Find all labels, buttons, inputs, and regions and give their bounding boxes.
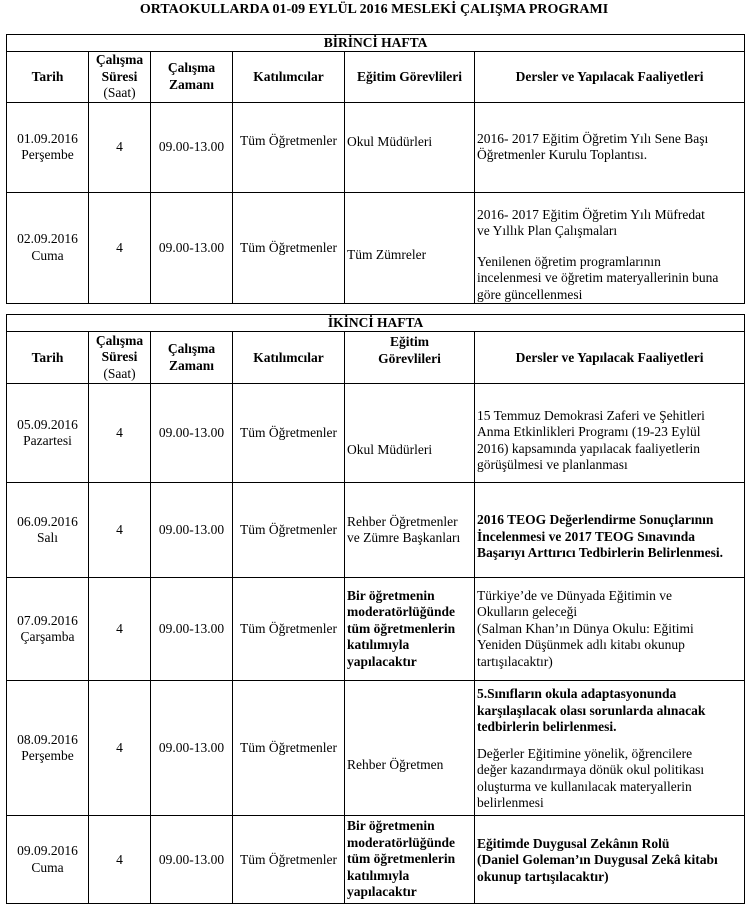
time-cell: 09.00-13.00 [151, 384, 233, 483]
table-row [7, 384, 745, 483]
table-row [7, 578, 745, 681]
header-tarih: Tarih [7, 52, 89, 103]
activity-cell: Eğitimde Duygusal Zekânın Rolü (Daniel Goleman’ın Duygusal Zekâ kitabı okunup tartışılacaktır) [475, 816, 745, 904]
participants-cell: Tüm Öğretmenler [233, 681, 345, 816]
activity-cell: Türkiye’de ve Dünyada Eğitimin ve Okulların geleceği (Salman Khan’ın Dünya Okulu: Eğitimi Yeniden Düşünmek adlı kitabı okunup tartışılacaktır) [475, 578, 745, 681]
table-row [7, 483, 745, 578]
header-katilimcilar: Katılımcılar [233, 52, 345, 103]
hours-cell: 4 [89, 483, 151, 578]
staff-cell: Bir öğretmenin moderatörlüğünde tüm öğretmenlerin katılımıyla yapılacaktır [345, 816, 475, 904]
time-cell: 09.00-13.00 [151, 483, 233, 578]
participants-cell: Tüm Öğretmenler [233, 483, 345, 578]
participants-cell: Tüm Öğretmenler [233, 102, 345, 192]
header-zaman: Çalışma Zamanı [151, 332, 233, 384]
hours-cell: 4 [89, 681, 151, 816]
staff-cell: Rehber Öğretmen [345, 681, 475, 816]
header-zaman: Çalışma Zamanı [151, 52, 233, 103]
date-cell: 01.09.2016 Perşembe [7, 102, 89, 192]
staff-cell: Bir öğretmenin moderatörlüğünde tüm öğretmenlerin katılımıyla yapılacaktır [345, 578, 475, 681]
participants-cell: Tüm Öğretmenler [233, 578, 345, 681]
week-1-table [6, 34, 745, 304]
date-cell: 02.09.2016 Cuma [7, 192, 89, 304]
time-cell: 09.00-13.00 [151, 816, 233, 904]
participants-cell: Tüm Öğretmenler [233, 384, 345, 483]
hours-cell: 4 [89, 578, 151, 681]
week-2-header-row [7, 332, 745, 384]
activity-cell: 2016 TEOG Değerlendirme Sonuçlarının İncelenmesi ve 2017 TEOG Sınavında Başarıyı Arttırıcı Tedbirlerin Belirlenmesi. [475, 483, 745, 578]
table-row [7, 102, 745, 192]
header-dersler: Dersler ve Yapılacak Faaliyetleri [475, 332, 745, 384]
hours-cell: 4 [89, 102, 151, 192]
date-cell: 08.09.2016 Perşembe [7, 681, 89, 816]
staff-cell: Rehber Öğretmenler ve Zümre Başkanları [345, 483, 475, 578]
header-gorevliler: Eğitim Görevlileri [345, 52, 475, 103]
hours-cell: 4 [89, 384, 151, 483]
time-cell: 09.00-13.00 [151, 102, 233, 192]
date-cell: 07.09.2016 Çarşamba [7, 578, 89, 681]
time-cell: 09.00-13.00 [151, 192, 233, 304]
header-sure: Çalışma Süresi (Saat) [89, 332, 151, 384]
participants-cell: Tüm Öğretmenler [233, 816, 345, 904]
week-1-header-row [7, 52, 745, 103]
staff-cell: Okul Müdürleri [345, 102, 475, 192]
date-cell: 05.09.2016 Pazartesi [7, 384, 89, 483]
time-cell: 09.00-13.00 [151, 681, 233, 816]
week-1-title: BİRİNCİ HAFTA [7, 35, 745, 52]
header-gorevliler: Eğitim Görevlileri [345, 332, 475, 384]
table-row [7, 192, 745, 304]
activity-cell: 15 Temmuz Demokrasi Zaferi ve Şehitleri Anma Etkinlikleri Programı (19-23 Eylül 2016) kapsamında yapılacak faaliyetlerin görüşülmesi ve planlanması [475, 384, 745, 483]
hours-cell: 4 [89, 192, 151, 304]
staff-cell: Tüm Zümreler [345, 192, 475, 304]
table-row [7, 816, 745, 904]
week-2-table [6, 314, 745, 904]
activity-cell: 5.Sınıfların okula adaptasyonunda karşılaşılacak olası sorunlarda alınacak tedbirlerin belirlenmesi. Değerler Eğitimine yönelik, öğrencilere değer kazandırmaya dönük okul politikası oluşturma ve kullanılacak materyallerin belirlenmesi [475, 681, 745, 816]
activity-cell: 2016- 2017 Eğitim Öğretim Yılı Müfredat ve Yıllık Plan Çalışmaları Yenilenen öğretim programlarının incelenmesi ve öğretim materyallerinin buna göre güncellenmesi [475, 192, 745, 304]
table-row [7, 681, 745, 816]
header-katilimcilar: Katılımcılar [233, 332, 345, 384]
date-cell: 06.09.2016 Salı [7, 483, 89, 578]
week-2-title: İKİNCİ HAFTA [7, 315, 745, 332]
header-sure: Çalışma Süresi (Saat) [89, 52, 151, 103]
participants-cell: Tüm Öğretmenler [233, 192, 345, 304]
time-cell: 09.00-13.00 [151, 578, 233, 681]
hours-cell: 4 [89, 816, 151, 904]
header-tarih: Tarih [7, 332, 89, 384]
page-title: ORTAOKULLARDA 01-09 EYLÜL 2016 MESLEKİ ÇALIŞMA PROGRAMI [139, 2, 609, 17]
header-dersler: Dersler ve Yapılacak Faaliyetleri [475, 52, 745, 103]
activity-cell: 2016- 2017 Eğitim Öğretim Yılı Sene Başı Öğretmenler Kurulu Toplantısı. [475, 102, 745, 192]
date-cell: 09.09.2016 Cuma [7, 816, 89, 904]
staff-cell: Okul Müdürleri [345, 384, 475, 483]
